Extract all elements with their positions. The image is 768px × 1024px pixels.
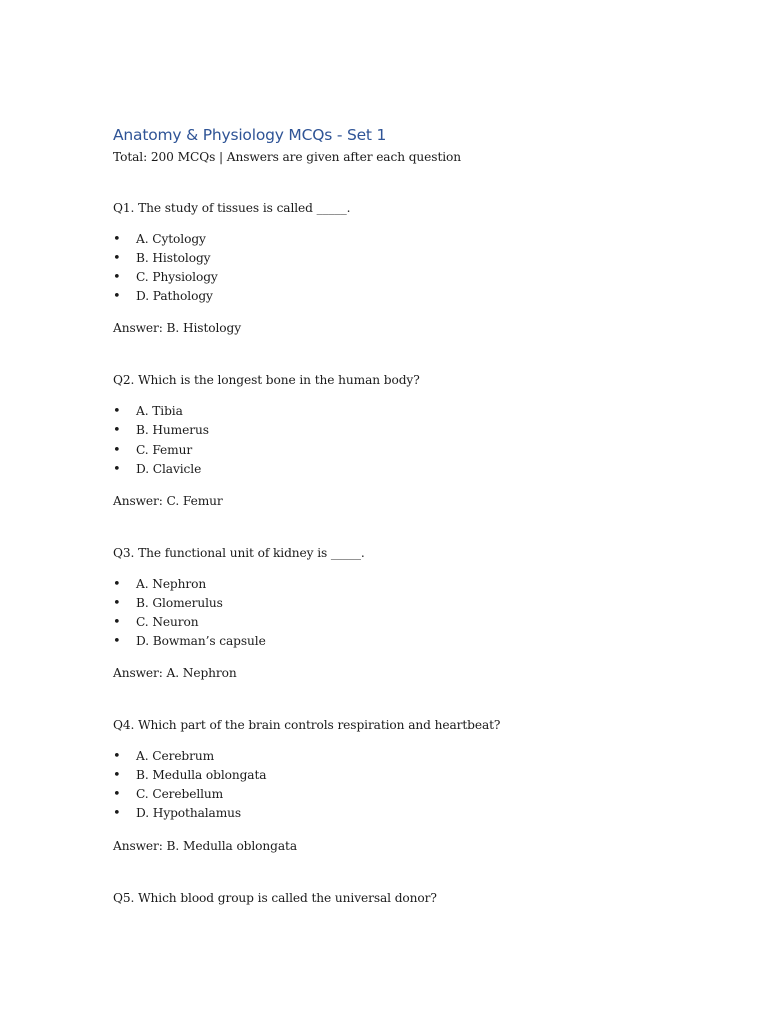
option-text: A. Cytology (136, 232, 206, 246)
option-text: D. Clavicle (136, 461, 202, 476)
document-page (113, 124, 713, 907)
question-block (113, 371, 713, 509)
option-text: C. Femur (136, 442, 193, 457)
option-item (113, 460, 713, 479)
option-item (113, 766, 713, 785)
bullet-icon: • (113, 595, 121, 611)
option-item (113, 804, 713, 823)
bullet-icon: • (113, 270, 121, 286)
bullet-icon: • (113, 461, 121, 477)
option-item (113, 230, 713, 249)
option-text: A. Cerebrum (136, 749, 215, 764)
option-item (113, 287, 713, 306)
bullet-icon: • (113, 289, 121, 305)
options-list (113, 230, 713, 306)
question-block (113, 716, 713, 854)
option-text: B. Glomerulus (136, 595, 223, 610)
bullet-icon: • (113, 749, 121, 765)
bullet-icon: • (113, 251, 121, 267)
bullet-icon: • (113, 442, 121, 458)
option-item (113, 402, 713, 421)
question-block (113, 199, 713, 337)
option-item (113, 785, 713, 804)
option-text: B. Medulla oblongata (136, 768, 267, 783)
option-item (113, 268, 713, 287)
bullet-icon: • (113, 404, 121, 420)
option-item (113, 747, 713, 766)
option-item (113, 632, 713, 651)
question-text: Q2. Which is the longest bone in the human body? (113, 373, 420, 388)
option-item (113, 249, 713, 268)
answer-text: Answer: B. Histology (113, 321, 241, 336)
bullet-icon: • (113, 768, 121, 784)
question-block (113, 544, 713, 682)
bullet-icon: • (113, 576, 121, 592)
answer-text: Answer: B. Medulla oblongata (113, 838, 297, 853)
bullet-icon: • (113, 232, 121, 247)
options-list (113, 575, 713, 651)
option-text: D. Hypothalamus (136, 806, 242, 821)
question-text: Q1. The study of tissues is called _____. (113, 201, 351, 215)
option-item (113, 421, 713, 440)
option-item (113, 613, 713, 632)
question-block (113, 889, 713, 907)
options-list (113, 402, 713, 478)
answer-text: Answer: A. Nephron (113, 666, 237, 681)
option-text: C. Neuron (136, 614, 199, 629)
options-list (113, 747, 713, 823)
option-text: B. Humerus (136, 423, 209, 438)
option-text: C. Cerebellum (136, 787, 224, 802)
option-text: D. Pathology (136, 289, 213, 304)
bullet-icon: • (113, 614, 121, 630)
bullet-icon: • (113, 806, 121, 822)
option-text: A. Nephron (136, 576, 207, 591)
question-text: Q3. The functional unit of kidney is _____. (113, 545, 365, 560)
question-text: Q5. Which blood group is called the universal donor? (113, 890, 437, 905)
option-item (113, 575, 713, 594)
option-text: C. Physiology (136, 270, 218, 285)
option-text: A. Tibia (136, 404, 183, 419)
document-title: Anatomy & Physiology MCQs - Set 1 (113, 126, 387, 144)
bullet-icon: • (113, 787, 121, 803)
bullet-icon: • (113, 423, 121, 439)
question-text: Q4. Which part of the brain controls respiration and heartbeat? (113, 718, 501, 733)
bullet-icon: • (113, 634, 121, 650)
document-subtitle: Total: 200 MCQs | Answers are given after each question (113, 150, 462, 164)
option-item (113, 594, 713, 613)
option-item (113, 441, 713, 460)
option-text: D. Bowman’s capsule (136, 634, 266, 649)
answer-text: Answer: C. Femur (113, 493, 223, 508)
option-text: B. Histology (136, 251, 211, 266)
